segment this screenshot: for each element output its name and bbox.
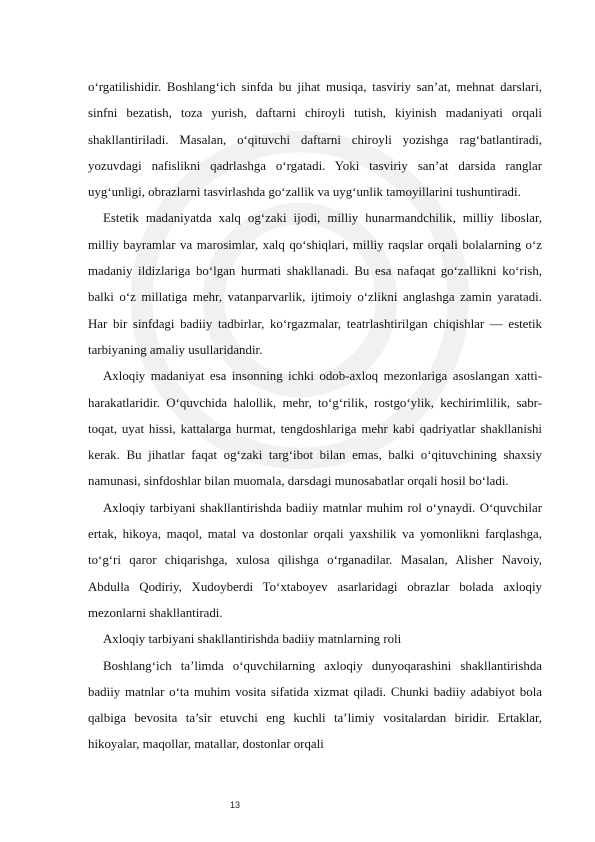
- paragraph-moral-culture: Axloqiy madaniyat esa insonning ichki odob-axloq mezonlariga asoslangan xatti-harakatlaridir. O‘quvchida halollik, mehr, to‘g‘rilik, rostgo‘ylik, kechirimlilik, sabr-toqat, uyat hissi, kattalarga hurmat, tengdoshlariga mehr kabi qadriyatlar shakllanishi kerak. Bu jihatlar faqat og‘zaki targ‘ibot bilan emas, balki o‘qituvchining shaxsiy namunasi, sinfdoshlar bilan muomala, darsdagi munosabatlar orqali hosil bo‘ladi.: [88, 369, 542, 489]
- paragraph-aesthetic-culture: Estetik madaniyatda xalq og‘zaki ijodi, milliy hunarmandchilik, milliy liboslar, milliy bayramlar va marosimlar, xalq qo‘shiqlari, milliy raqslar orqali bolalarning o‘z madaniy ildizlariga bo‘lgan hurmati shakllanadi. Bu esa nafaqat go‘zallikni ko‘rish, balki o‘z millatiga mehr, vatanparvarlik, ijtimoiy o‘zlikni anglashga zamin yaratadi. Har bir sinfdagi badiiy tadbirlar, ko‘rgazmalar, teatrlashtirilgan chiqishlar — estetik tarbiyaning amaliy usullaridandir.: [88, 211, 542, 357]
- document-page: [88, 74, 542, 758]
- section-heading: Axloqiy tarbiyani shakllantirishda badiiy matnlarning roli: [103, 632, 402, 647]
- page-number: 13: [230, 800, 241, 810]
- paragraph-literary-texts: Axloqiy tarbiyani shakllantirishda badiiy matnlar muhim rol o‘ynaydi. O‘quvchilar ertak, hikoya, maqol, matal va dostonlar orqali yaxshilik va yomonlikni farqlashga, to‘g‘ri qaror chiqarishga, xulosa qilishga o‘rganadilar. Masalan, Alisher Navoiy, Abdulla Qodiriy, Xudoyberdi To‘xtaboyev asarlaridagi obrazlar bolada axloqiy mezonlarni shakllantiradi.: [88, 500, 542, 620]
- paragraph-primary-education: Boshlang‘ich ta’limda o‘quvchilarning axloqiy dunyoqarashini shakllantirishda badiiy matnlar o‘ta muhim vosita sifatida xizmat qiladi. Chunki badiiy adabiyot bola qalbiga bevosita ta’sir etuvchi eng kuchli ta’limiy vositalardan biridir. Ertaklar, hikoyalar, maqollar, matallar, dostonlar orqali: [88, 658, 542, 752]
- paragraph-aesthetic-continuation: o‘rgatilishidir. Boshlang‘ich sinfda bu jihat musiqa, tasviriy san’at, mehnat darslari, sinfni bezatish, toza yurish, daftarni chiroyli tutish, kiyinish madaniyati orqali shakllantiriladi. Masalan, o‘qituvchi daftarni chiroyli yozishga rag‘batlantiradi, yozuvdagi nafislikni qadrlashga o‘rgatadi. Yoki tasviriy san’at darsida ranglar uyg‘unligi, obrazlarni tasvirlashda go‘zallik va uyg‘unlik tamoyillarini tushuntiradi.: [88, 80, 542, 200]
